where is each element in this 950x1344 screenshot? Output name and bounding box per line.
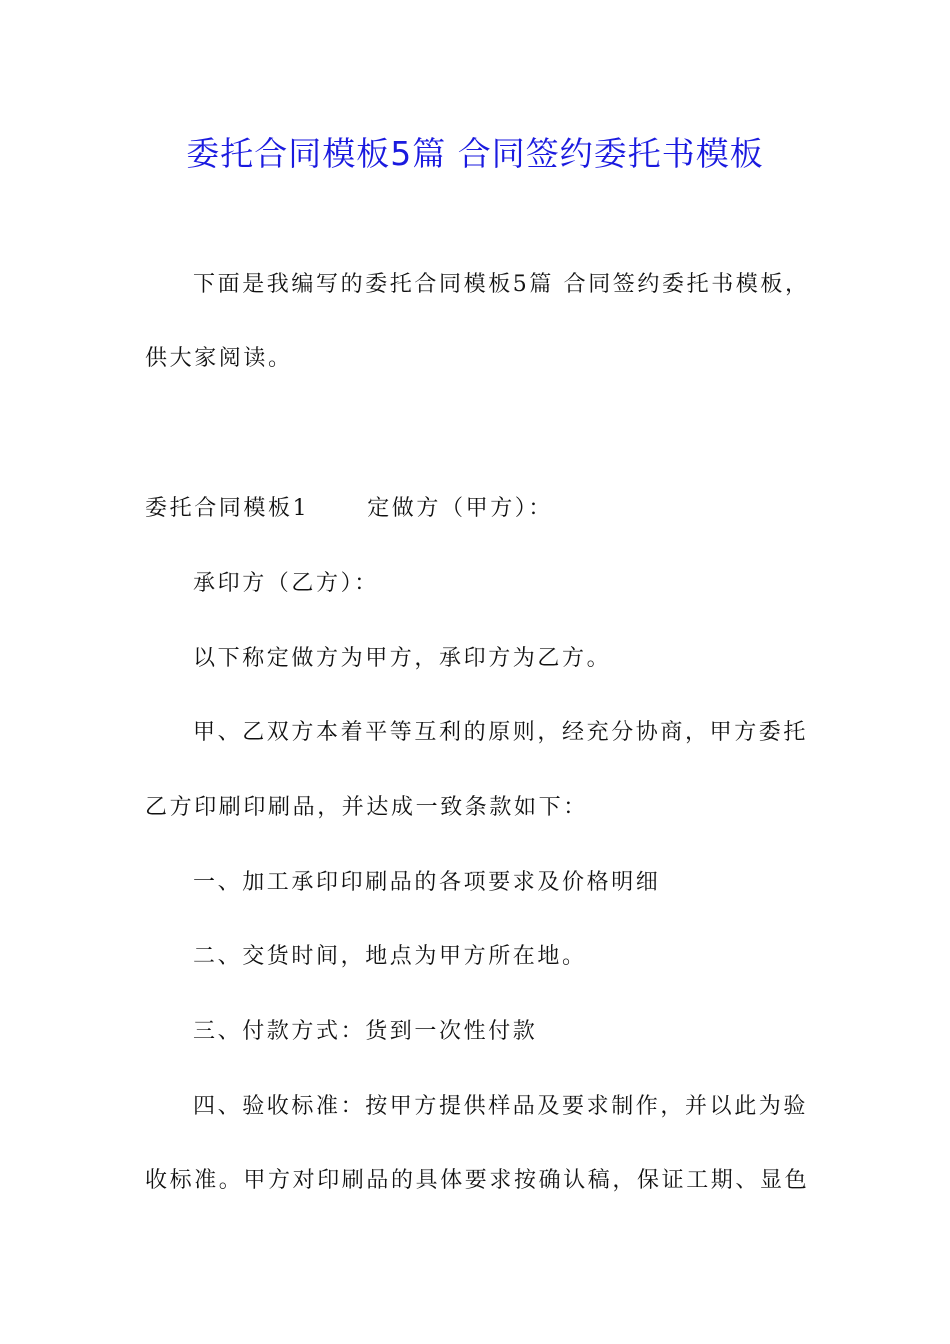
clause-line: 三、付款方式：货到一次性付款 xyxy=(193,1019,538,1044)
section-heading: 委托合同模板1 xyxy=(145,496,310,521)
intro-line-2: 供大家阅读。 xyxy=(145,346,293,371)
clause-line: 二、交货时间，地点为甲方所在地。 xyxy=(193,944,587,969)
paragraph-line: 乙方印刷印刷品，并达成一致条款如下： xyxy=(145,795,588,820)
party-a-label: 定做方（甲方）： xyxy=(367,496,554,521)
intro-line-1: 下面是我编写的委托合同模板5篇 合同签约委托书模板， xyxy=(193,272,810,297)
paragraph-line: 甲、乙双方本着平等互利的原则，经充分协商，甲方委托 xyxy=(193,720,809,745)
clause-line: 收标准。甲方对印刷品的具体要求按确认稿，保证工期、显色 xyxy=(145,1168,810,1193)
paragraph-line: 以下称定做方为甲方，承印方为乙方。 xyxy=(193,646,612,671)
clause-line: 一、加工承印印刷品的各项要求及价格明细 xyxy=(193,870,661,895)
clause-line: 四、验收标准：按甲方提供样品及要求制作，并以此为验 xyxy=(193,1094,809,1119)
document-title: 委托合同模板5篇 合同签约委托书模板 xyxy=(186,134,764,173)
paragraph-line: 承印方（乙方）： xyxy=(193,571,379,596)
section-heading-row xyxy=(145,494,553,524)
